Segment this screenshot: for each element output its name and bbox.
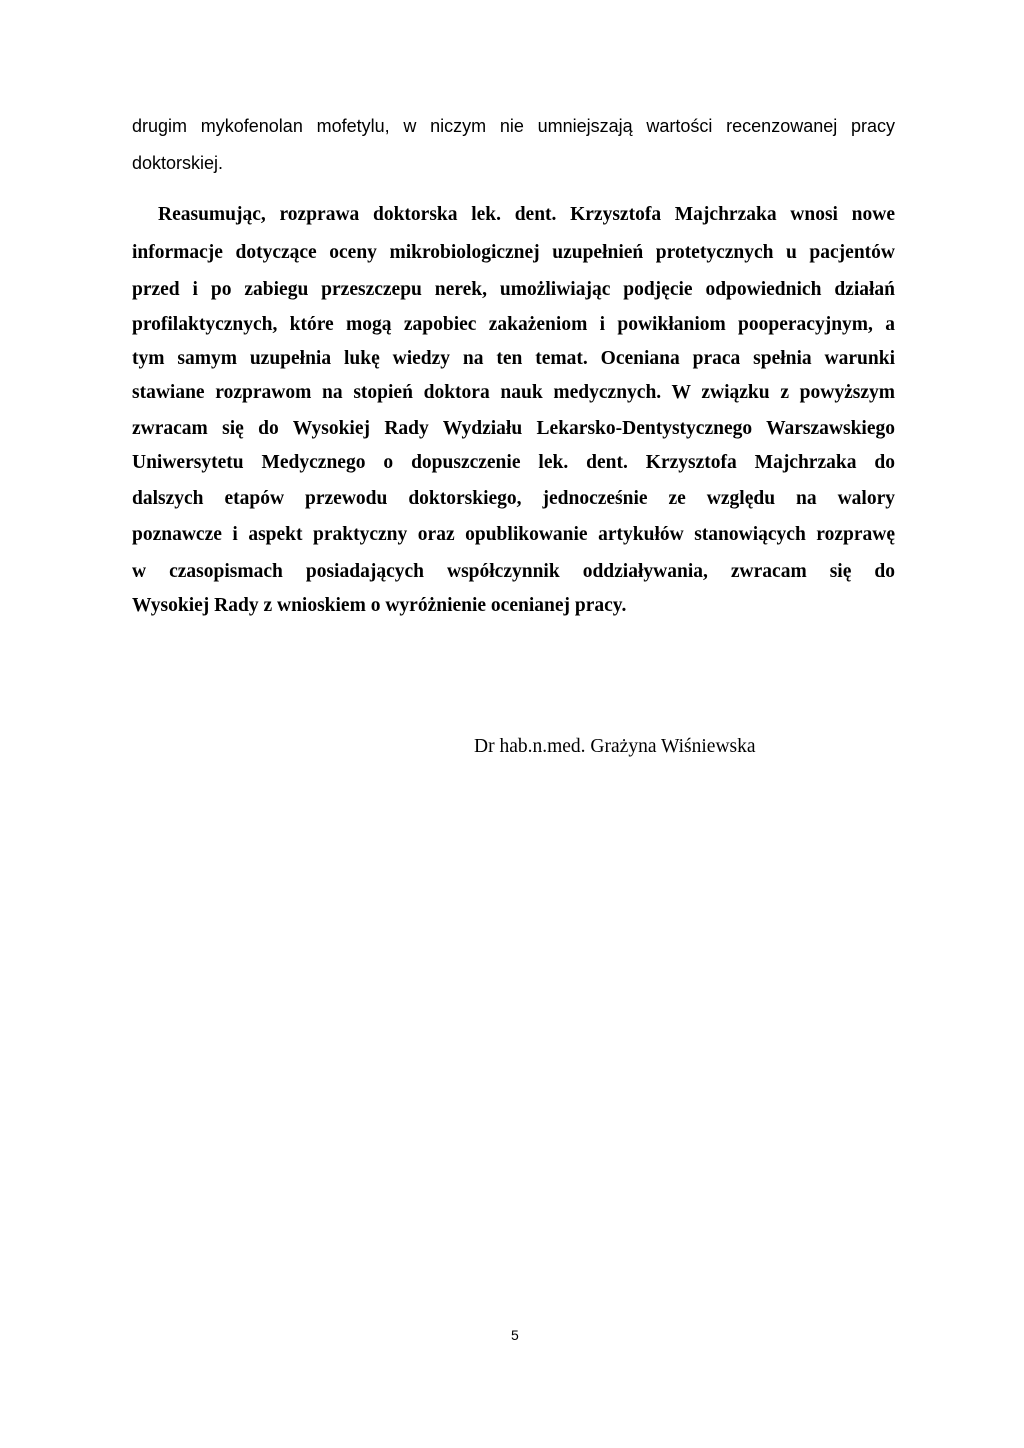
text-line: zwracam się do Wysokiej Rady Wydziału Lekarsko-Dentystycznego Warszawskiego: [132, 418, 895, 439]
text-line: drugim mykofenolan mofetylu, w niczym nie umniejszają wartości recenzowanej pracy: [132, 116, 895, 136]
text-line: tym samym uzupełnia lukę wiedzy na ten temat. Oceniana praca spełnia warunki: [132, 348, 895, 369]
text-line: Reasumując, rozprawa doktorska lek. dent. Krzysztofa Majchrzaka wnosi nowe: [158, 204, 895, 225]
text-line: informacje dotyczące oceny mikrobiologicznej uzupełnień protetycznych u pacjentów: [132, 242, 895, 263]
text-line: Wysokiej Rady z wnioskiem o wyróżnienie ocenianej pracy.: [132, 595, 627, 616]
page-number: 5: [511, 1327, 519, 1343]
text-line: w czasopismach posiadających współczynnik oddziaływania, zwracam się do: [132, 561, 895, 582]
reviewer-signature: Dr hab.n.med. Grażyna Wiśniewska: [474, 736, 756, 757]
text-line: profilaktycznych, które mogą zapobiec zakażeniom i powikłaniom pooperacyjnym, a: [132, 314, 895, 335]
text-line: poznawcze i aspekt praktyczny oraz opublikowanie artykułów stanowiących rozprawę: [132, 524, 895, 545]
text-line: stawiane rozprawom na stopień doktora nauk medycznych. W związku z powyższym: [132, 382, 895, 403]
text-line: Uniwersytetu Medycznego o dopuszczenie lek. dent. Krzysztofa Majchrzaka do: [132, 452, 895, 473]
text-line: doktorskiej.: [132, 153, 224, 173]
text-line: dalszych etapów przewodu doktorskiego, jednocześnie ze względu na walory: [132, 488, 895, 509]
text-line: przed i po zabiegu przeszczepu nerek, umożliwiając podjęcie odpowiednich działań: [132, 279, 895, 300]
